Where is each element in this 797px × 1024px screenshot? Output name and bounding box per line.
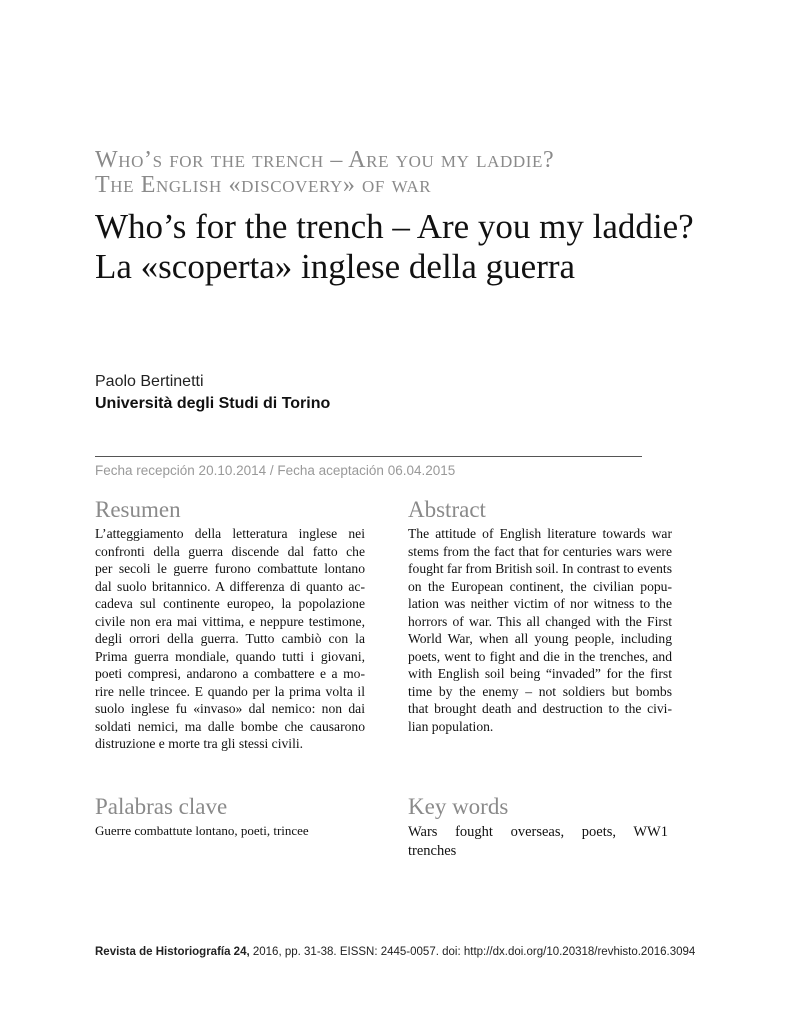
abstract-line: World War, when all young people, including [408, 631, 672, 646]
italian-title-line-2: La «scoperta» inglese della guerra [95, 247, 576, 286]
resumen-line: poeti compresi, andarono a combattere e a mo- [95, 666, 365, 681]
author-affiliation: Università degli Studi di Torino [95, 395, 331, 412]
abstract-line: The attitude of English literature towards war [408, 526, 672, 541]
divider-rule [95, 456, 642, 457]
palabras-clave-text: Guerre combattute lontano, poeti, trincee [95, 823, 309, 838]
resumen-line: dal suolo britannico. A differenza di quanto ac- [95, 578, 365, 594]
abstract-text [408, 525, 672, 735]
abstract-line: on the European continent, the civilian popu- [408, 578, 672, 594]
resumen-line: rire nelle trincee. E quando per la prima volta il [95, 683, 365, 699]
abstract-line: that brought death and destruction to the civi- [408, 701, 672, 716]
abstract-line: horrors of war. This all changed with the First [408, 613, 672, 629]
journal-name: Revista de Historiografía 24, [95, 946, 250, 958]
resumen-text [95, 525, 365, 753]
abstract-heading: Abstract [408, 497, 486, 522]
key-words-heading: Key words [408, 794, 509, 819]
english-title-line-2: The English «discovery» of war [95, 172, 432, 198]
resumen-line: cadeva sul continente europeo, la popolazione [95, 596, 365, 611]
abstract-line: time by the enemy – not soldiers but bombs [408, 683, 672, 699]
abstract-line: lian population. [408, 718, 494, 734]
resumen-line: confronti della guerra discende dal fatto che [95, 543, 365, 559]
english-title-line-1: Who’s for the trench – Are you my laddie? [95, 147, 555, 173]
resumen-line: distruzione e morte tra gli stessi civili. [95, 736, 304, 751]
key-words-line: Wars fought overseas, poets, WW1 [408, 824, 668, 840]
key-words-line: trenches [408, 843, 457, 859]
resumen-line: per secoli le guerre furono combattute lontano [95, 561, 365, 576]
resumen-line: suolo inglese fu «invaso» dal nemico: non dai [95, 701, 365, 716]
resumen-line: soldati nemici, ma dalle bombe che causarono [95, 718, 365, 734]
key-words-text [408, 823, 668, 861]
palabras-clave-heading: Palabras clave [95, 794, 228, 819]
resumen-line: Prima guerra mondiale, quando tutti i giovani, [95, 648, 365, 664]
abstract-line: fought far from British soil. In contrast to events [408, 561, 672, 576]
abstract-line: with English soil being “invaded” for the first [408, 666, 672, 681]
resumen-line: degli orrori della guerra. Tutto cambiò con la [95, 631, 365, 646]
italian-title-line-1: Who’s for the trench – Are you my laddie? [95, 207, 694, 246]
author-name: Paolo Bertinetti [95, 373, 204, 390]
reception-dates: Fecha recepción 20.10.2014 / Fecha aceptación 06.04.2015 [95, 463, 456, 478]
italian-title [95, 207, 775, 287]
resumen-line: L’atteggiamento della letteratura inglese nei [95, 526, 365, 541]
abstract-line: poets, went to fight and die in the trenches, and [408, 648, 672, 664]
abstract-line: stems from the fact that for centuries wars were [408, 543, 672, 559]
english-title [95, 148, 735, 198]
resumen-line: civile non era mai vittima, e neppure testimone, [95, 613, 365, 629]
citation-footer [95, 944, 745, 960]
resumen-heading: Resumen [95, 497, 181, 522]
citation-details: 2016, pp. 31-38. EISSN: 2445-0057. doi: http://dx.doi.org/10.20318/revhisto.2016.3094 [249, 946, 696, 958]
abstract-line: lation was neither victim of nor witness to the [408, 596, 672, 611]
